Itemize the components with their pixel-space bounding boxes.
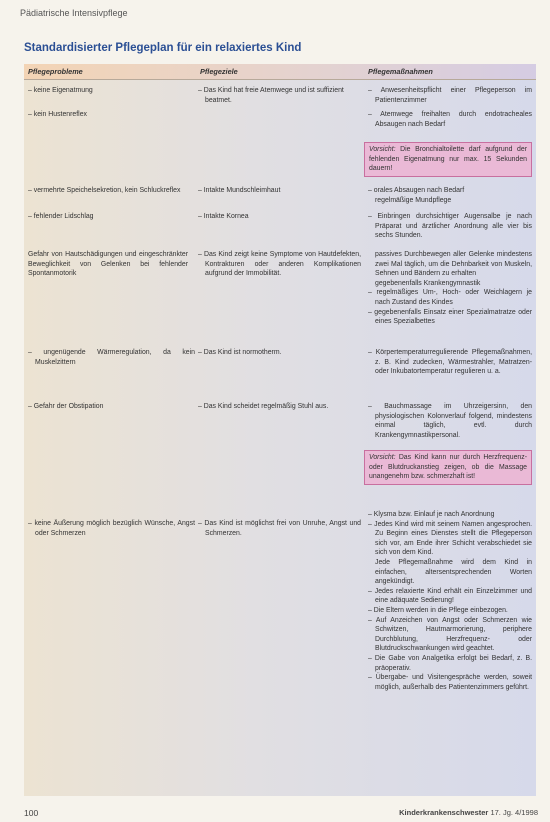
publisher-issue: 17. Jg. 4/1998 bbox=[490, 808, 538, 817]
page-title: Standardisierter Pflegeplan für ein relaxiertes Kind bbox=[24, 42, 302, 54]
problem-cell: – Gefahr der Obstipation bbox=[28, 402, 195, 412]
measure-item: – Jedes relaxierte Kind erhält ein Einzelzimmer und eine adäquate Sedierung! bbox=[368, 587, 532, 606]
measure-item: – regelmäßiges Um-, Hoch- oder Weichlagern je nach Zustand des Kindes bbox=[368, 288, 532, 307]
measure-item: – Atemwege freihalten durch endotracheales Absaugen nach Bedarf bbox=[368, 110, 532, 129]
measure-item: – gegebenenfalls Einsatz einer Spezialmatratze oder eines Spezialbettes bbox=[368, 308, 532, 327]
problem-cell: – keine Äußerung möglich bezüglich Wünsche, Angst oder Schmerzen bbox=[28, 519, 195, 538]
measure-item: – Auf Anzeichen von Angst oder Schmerzen wie Schwitzen, Hautmarmorierung, periphere Durchblutung, Herzfrequenz- oder Blutdruckschwankungen wird geachtet. bbox=[368, 616, 532, 654]
goal-cell: – Das Kind zeigt keine Symptome von Hautdefekten, Kontrakturen oder anderen Komplikationen aufgrund der Immobilität. bbox=[198, 250, 361, 279]
measures-cell bbox=[368, 86, 532, 105]
running-head: Pädiatrische Intensivpflege bbox=[20, 8, 128, 18]
caution-note bbox=[364, 450, 532, 485]
problem-cell: – ungenügende Wärmeregulation, da kein Muskelzittern bbox=[28, 348, 195, 367]
measures-cell bbox=[368, 110, 532, 129]
problem-cell: – fehlender Lidschlag bbox=[28, 212, 195, 222]
caution-text: Das Kind kann nur durch Herzfrequenz- oder Blutdruckanstieg zeigen, ob die Massage unangenehm bzw. schmerzhaft ist! bbox=[369, 454, 527, 481]
goal-cell: – Das Kind hat freie Atemwege und ist suffizient beatmet. bbox=[198, 86, 361, 105]
caution-note bbox=[364, 142, 532, 177]
measure-item: – Die Gabe von Analgetika erfolgt bei Bedarf, z. B. präoperativ. bbox=[368, 654, 532, 673]
measure-item: – Einbringen durchsichtiger Augensalbe je nach Präparat und ärztlicher Anordnung alle vier bis sechs Stunden. bbox=[368, 212, 532, 241]
measure-item: passives Durchbewegen aller Gelenke mindestens zwei Mal täglich, um die Dehnbarkeit von Muskeln, Sehnen und Bändern zu erhalten bbox=[375, 251, 532, 278]
measure-item: – Übergabe- und Visitengespräche werden, soweit möglich, außerhalb des Patientenzimmers geführt. bbox=[368, 673, 532, 692]
measure-item: – Jedes Kind wird mit seinem Namen angesprochen. Zu Beginn eines Dienstes stellt die Pflegeperson sich vor, am Ende ihrer Schicht verabschiedet sie sich von dem Kind. bbox=[368, 520, 532, 558]
page-number: 100 bbox=[24, 808, 39, 818]
goal-cell: – Das Kind ist normotherm. bbox=[198, 348, 361, 358]
caution-label: Vorsicht: bbox=[369, 146, 396, 153]
measures-cell bbox=[368, 212, 532, 241]
measure-item: – orales Absaugen nach Bedarf bbox=[368, 186, 532, 196]
goal-cell: – Das Kind ist möglichst frei von Unruhe, Angst und Schmerzen. bbox=[198, 519, 361, 538]
goal-cell: – Intakte Mundschleimhaut bbox=[198, 186, 361, 196]
column-header-problems: Pflegeprobleme bbox=[28, 67, 83, 76]
column-header-goals: Pflegeziele bbox=[200, 67, 238, 76]
measure-item: regelmäßige Mundpflege bbox=[375, 196, 452, 204]
caution-label: Vorsicht: bbox=[369, 454, 396, 461]
measure-item: – Körpertemperaturregulierende Pflegemaßnahmen, z. B. Kind zudecken, Wärmestrahler, Matratzen- oder Inkubatortemperatur regulieren u. a. bbox=[368, 348, 532, 377]
measures-cell bbox=[368, 250, 532, 327]
goal-cell: – Intakte Kornea bbox=[198, 212, 361, 222]
column-header-measures: Pflegemaßnahmen bbox=[368, 67, 433, 76]
measure-item: – Anwesenheitspflicht einer Pflegeperson im Patientenzimmer bbox=[368, 86, 532, 105]
measures-cell bbox=[368, 510, 532, 692]
publisher-name: Kinderkrankenschwester bbox=[399, 808, 489, 817]
publisher-footer bbox=[399, 808, 538, 817]
measure-item: Jede Pflegemaßnahme wird dem Kind in einfachen, altersentsprechenden Worten angekündigt. bbox=[375, 558, 532, 586]
measure-item: – Bauchmassage im Uhrzeigersinn, den physiologischen Kolonverlauf folgend, mindestens einmal täglich, evtl. durch Krankengymnastikpersonal. bbox=[368, 402, 532, 440]
measures-cell bbox=[368, 402, 532, 440]
measure-item: – Klysma bzw. Einlauf je nach Anordnung bbox=[368, 510, 532, 520]
measure-item: – Die Eltern werden in die Pflege einbezogen. bbox=[368, 606, 532, 616]
problem-cell: – keine Eigenatmung bbox=[28, 86, 195, 96]
measure-item: gegebenenfalls Krankengymnastik bbox=[375, 279, 481, 287]
caution-text: Die Bronchialtoilette darf aufgrund der fehlenden Eigenatmung nur max. 15 Sekunden dauern! bbox=[369, 146, 527, 173]
measures-cell bbox=[368, 348, 532, 377]
goal-cell: – Das Kind scheidet regelmäßig Stuhl aus. bbox=[198, 402, 361, 412]
problem-cell: – kein Hustenreflex bbox=[28, 110, 195, 120]
problem-cell: Gefahr von Hautschädigungen und eingeschränkter Beweglichkeit von Gelenken bei fehlender Spontanmotorik bbox=[28, 251, 188, 278]
care-plan-table bbox=[24, 64, 536, 796]
measures-cell bbox=[368, 186, 532, 205]
table-header bbox=[24, 64, 536, 80]
problem-cell: – vermehrte Speichelsekretion, kein Schluckreflex bbox=[28, 186, 195, 196]
